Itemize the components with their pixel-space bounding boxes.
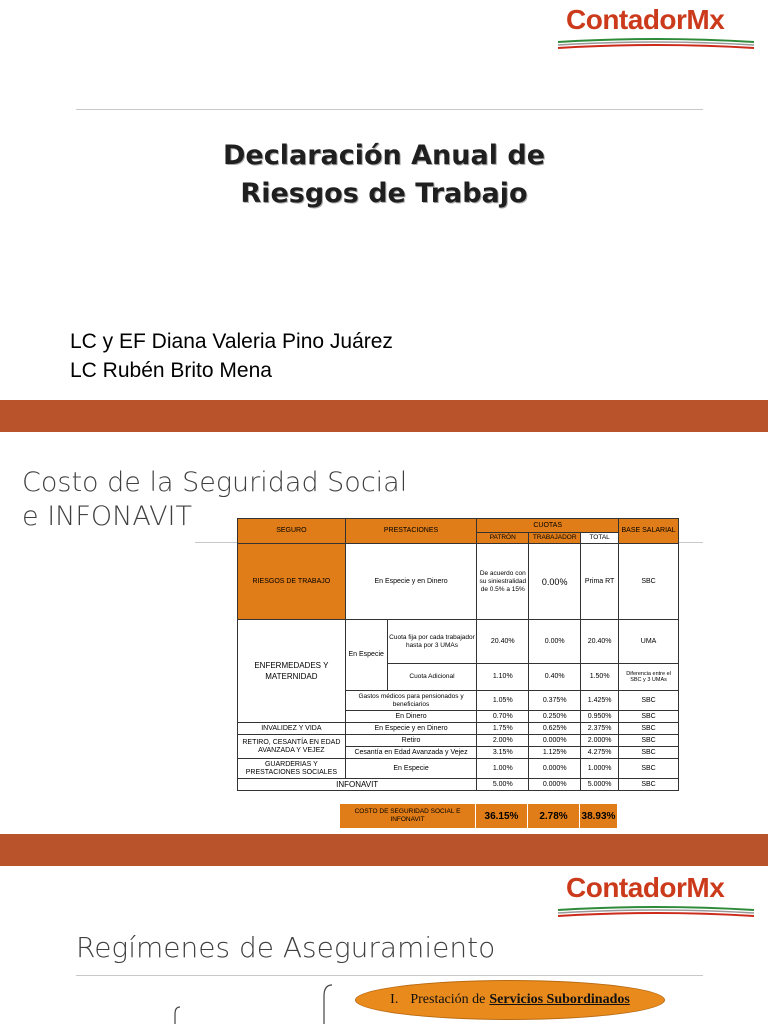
header-prestaciones: PRESTACIONES bbox=[345, 519, 477, 544]
totals-label: COSTO DE SEGURIDAD SOCIAL E INFONAVIT bbox=[340, 804, 475, 828]
slide-title: Regímenes de Aseguramiento bbox=[76, 931, 496, 964]
row-em-g-total: 1.425% bbox=[581, 691, 619, 711]
row-infonavit-label: INFONAVIT bbox=[238, 779, 477, 791]
row-em-cf-trabajador: 0.00% bbox=[529, 620, 581, 664]
row-gu-trabajador: 0.000% bbox=[529, 759, 581, 779]
row-riesgos-label: RIESGOS DE TRABAJO bbox=[238, 544, 346, 620]
title-line-1: Declaración Anual de bbox=[222, 140, 546, 171]
contadormx-logo bbox=[556, 872, 756, 918]
presentation-title bbox=[0, 137, 768, 213]
slide-separator bbox=[0, 834, 768, 866]
authors bbox=[70, 327, 393, 385]
row-retiro-label: RETIRO, CESANTÍA EN EDAD AVANZADA Y VEJEZ bbox=[238, 735, 346, 759]
row-rc-r-patron: 2.00% bbox=[477, 735, 529, 747]
totals-total: 38.93% bbox=[579, 804, 617, 828]
row-em-g-patron: 1.05% bbox=[477, 691, 529, 711]
row-em-cf-base: UMA bbox=[619, 620, 679, 664]
row-rc-cesantia: Cesantía en Edad Avanzada y Vejez bbox=[345, 747, 477, 759]
logo-text: ContadorMx bbox=[566, 872, 725, 903]
row-riesgos-total: Prima RT bbox=[581, 544, 619, 620]
row-iv-total: 2.375% bbox=[581, 723, 619, 735]
row-guarderias-label: GUARDERIAS Y PRESTACIONES SOCIALES bbox=[238, 759, 346, 779]
logo-text: ContadorMx bbox=[566, 4, 725, 35]
author-2: LC Rubén Brito Mena bbox=[70, 359, 272, 382]
row-em-d-trabajador: 0.250% bbox=[529, 711, 581, 723]
author-1: LC y EF Diana Valeria Pino Juárez bbox=[70, 330, 393, 353]
row-em-dinero: En Dinero bbox=[345, 711, 477, 723]
row-gu-total: 1.000% bbox=[581, 759, 619, 779]
row-em-d-patron: 0.70% bbox=[477, 711, 529, 723]
row-em-cf-total: 20.40% bbox=[581, 620, 619, 664]
contadormx-logo bbox=[556, 4, 756, 50]
title-line-2: e INFONAVIT bbox=[22, 501, 193, 532]
brace-icon bbox=[170, 1006, 182, 1024]
totals-trabajador: 2.78% bbox=[527, 804, 579, 828]
row-rc-retiro: Retiro bbox=[345, 735, 477, 747]
row-iv-patron: 1.75% bbox=[477, 723, 529, 735]
row-em-ca-patron: 1.10% bbox=[477, 664, 529, 691]
header-cuotas: CUOTAS bbox=[477, 519, 619, 533]
row-gu-patron: 1.00% bbox=[477, 759, 529, 779]
regimen-item-servicios-subordinados bbox=[355, 980, 665, 1020]
title-line-2: Riesgos de Trabajo bbox=[240, 178, 528, 209]
row-em-ca-base: Diferencia entre el SBC y 3 UMAs bbox=[619, 664, 679, 691]
item-number: I. bbox=[390, 992, 399, 1007]
totals-row bbox=[340, 804, 617, 828]
row-riesgos-patron: De acuerdo con su siniestralidad de 0.5% a 15% bbox=[477, 544, 529, 620]
item-bold: Servicios Subordinados bbox=[489, 992, 630, 1007]
cuotas-table bbox=[237, 518, 679, 791]
item-prefix: Prestación de bbox=[410, 992, 486, 1007]
logo-swoosh-icon bbox=[556, 904, 756, 920]
row-rc-c-base: SBC bbox=[619, 747, 679, 759]
row-riesgos-base: SBC bbox=[619, 544, 679, 620]
row-enfermedades-label: ENFERMEDADES Y MATERNIDAD bbox=[238, 620, 346, 723]
divider-line bbox=[76, 109, 703, 110]
row-em-cuota-adicional: Cuota Adicional bbox=[387, 664, 477, 691]
header-base-salarial: BASE SALARIAL bbox=[619, 519, 679, 544]
slide-title bbox=[0, 0, 768, 400]
row-em-d-base: SBC bbox=[619, 711, 679, 723]
row-rc-r-trabajador: 0.000% bbox=[529, 735, 581, 747]
row-em-cuota-fija: Cuota fija por cada trabajador hasta por 3 UMAs bbox=[387, 620, 477, 664]
slide-costo-seguridad-social bbox=[0, 432, 768, 834]
header-seguro: SEGURO bbox=[238, 519, 346, 544]
row-invalidez-label: INVALIDEZ Y VIDA bbox=[238, 723, 346, 735]
row-em-cf-patron: 20.40% bbox=[477, 620, 529, 664]
row-em-g-trabajador: 0.375% bbox=[529, 691, 581, 711]
row-gu-prestacion: En Especie bbox=[345, 759, 477, 779]
row-rc-r-base: SBC bbox=[619, 735, 679, 747]
row-em-especie: En Especie bbox=[345, 620, 387, 691]
row-em-d-total: 0.950% bbox=[581, 711, 619, 723]
row-iv-base: SBC bbox=[619, 723, 679, 735]
row-em-ca-total: 1.50% bbox=[581, 664, 619, 691]
header-total: TOTAL bbox=[581, 533, 619, 544]
row-riesgos-prestacion: En Especie y en Dinero bbox=[345, 544, 477, 620]
row-gu-base: SBC bbox=[619, 759, 679, 779]
row-rc-c-patron: 3.15% bbox=[477, 747, 529, 759]
totals-patron: 36.15% bbox=[475, 804, 527, 828]
slide-regimenes bbox=[0, 866, 768, 1024]
logo-swoosh-icon bbox=[556, 36, 756, 52]
row-em-ca-trabajador: 0.40% bbox=[529, 664, 581, 691]
row-iv-trabajador: 0.625% bbox=[529, 723, 581, 735]
slide-separator bbox=[0, 400, 768, 432]
row-em-g-base: SBC bbox=[619, 691, 679, 711]
row-iv-prestacion: En Especie y en Dinero bbox=[345, 723, 477, 735]
row-riesgos-trabajador: 0.00% bbox=[529, 544, 581, 620]
row-inf-base: SBC bbox=[619, 779, 679, 791]
row-inf-total: 5.000% bbox=[581, 779, 619, 791]
row-rc-c-total: 4.275% bbox=[581, 747, 619, 759]
row-rc-c-trabajador: 1.125% bbox=[529, 747, 581, 759]
title-line-1: Costo de la Seguridad Social bbox=[22, 467, 408, 498]
row-inf-trabajador: 0.000% bbox=[529, 779, 581, 791]
row-em-gastos: Gastos médicos para pensionados y beneficiarios bbox=[345, 691, 477, 711]
row-inf-patron: 5.00% bbox=[477, 779, 529, 791]
divider-line bbox=[76, 975, 703, 976]
header-trabajador: TRABAJADOR bbox=[529, 533, 581, 544]
brace-icon bbox=[318, 984, 334, 1024]
row-rc-r-total: 2.000% bbox=[581, 735, 619, 747]
header-patron: PATRÓN bbox=[477, 533, 529, 544]
